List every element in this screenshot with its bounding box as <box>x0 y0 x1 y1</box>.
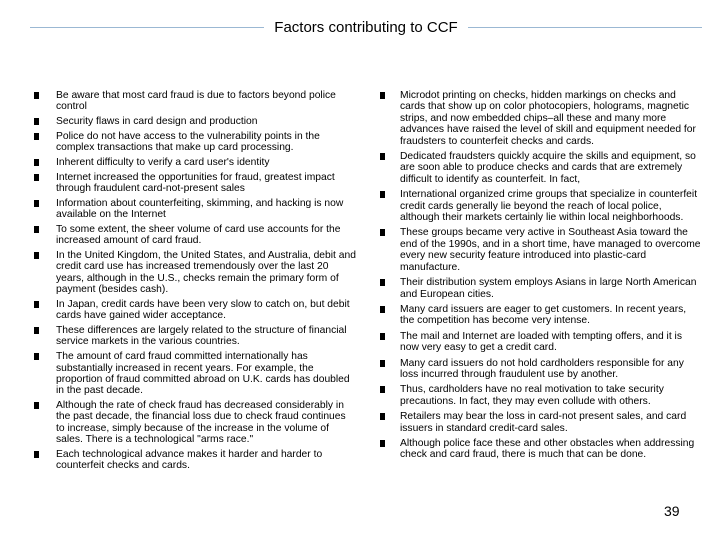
bullet-item <box>34 131 356 154</box>
square-bullet-icon <box>380 153 385 160</box>
bullet-item <box>34 198 356 221</box>
bullet-text: Their distribution system employs Asians in large North American and European cities. <box>400 277 697 300</box>
square-bullet-icon <box>380 333 385 340</box>
slide-title: Factors contributing to CCF <box>274 18 458 36</box>
square-bullet-icon <box>34 133 39 140</box>
bullet-item <box>34 299 356 322</box>
bullet-item <box>380 331 702 354</box>
bullet-text: Dedicated fraudsters quickly acquire the skills and equipment, so are soon able to produce checks and cards that are extremely difficult to identify as counterfeit. In fact, <box>400 151 696 185</box>
bullet-item <box>380 358 702 381</box>
square-bullet-icon <box>34 200 39 207</box>
bullet-text: In the United Kingdom, the United States, and Australia, debit and credit card use has increased tremendously over the last 20 years, although in the U.S., checks remain the primary form of payment (besides cash). <box>56 249 356 296</box>
bullet-item <box>34 90 356 113</box>
bullet-text: International organized crime groups that specialize in counterfeit credit cards generally lie beyond the reach of local police, although their markets certainly lie within local neighborhoods. <box>400 189 698 224</box>
bullet-text: Many card issuers are eager to get customers. In recent years, the competition has become very intense. <box>400 303 687 327</box>
title-rule-left <box>30 27 264 28</box>
square-bullet-icon <box>34 226 39 233</box>
bullet-item <box>380 411 702 434</box>
bullet-item <box>34 157 356 168</box>
bullet-text: The mail and Internet are loaded with tempting offers, and it is now very easy to get a credit card. <box>400 330 682 354</box>
square-bullet-icon <box>34 402 39 409</box>
bullet-text: These groups became very active in Southeast Asia toward the end of the 1990s, and in a short time, have managed to overcome every new security feature introduced into plastic-card manufacture. <box>400 227 701 273</box>
bullet-item <box>380 277 702 300</box>
bullet-text: Retailers may bear the loss in card-not present sales, and card issuers in standard credit-card sales. <box>400 411 687 434</box>
bullet-text: Internet increased the opportunities for fraud, greatest impact through fraudulent card-not-present sales <box>56 171 335 195</box>
bullet-text: Be aware that most card fraud is due to factors beyond police control <box>56 90 336 113</box>
bullet-item <box>380 90 702 147</box>
square-bullet-icon <box>380 279 385 286</box>
square-bullet-icon <box>34 159 39 166</box>
bullet-item <box>34 250 356 296</box>
square-bullet-icon <box>34 174 39 181</box>
bullet-text: Microdot printing on checks, hidden markings on checks and cards that show up on color photocopiers, holograms, magnetic strips, and now embedded chips–all these and many more advances have raised the level of skill and equipment needed for fraudsters to counterfeit checks and cards. <box>400 90 696 147</box>
bullet-text: Each technological advance makes it harder and harder to counterfeit checks and cards. <box>56 448 323 472</box>
bullet-item <box>34 116 356 127</box>
square-bullet-icon <box>380 191 385 198</box>
square-bullet-icon <box>34 301 39 308</box>
bullet-item <box>34 351 356 397</box>
square-bullet-icon <box>380 360 385 367</box>
square-bullet-icon <box>34 252 39 259</box>
bullet-text: Security flaws in card design and production <box>56 116 258 128</box>
square-bullet-icon <box>34 92 39 99</box>
bullet-text: Although police face these and other obstacles when addressing check and card fraud, there is much that can be done. <box>400 437 695 461</box>
bullet-text: These differences are largely related to the structure of financial service markets in the various countries. <box>56 324 347 348</box>
bullet-item <box>380 384 702 407</box>
bullet-text: In Japan, credit cards have been very slow to catch on, but debit cards have gained wider acceptance. <box>56 298 350 322</box>
bullet-text: Information about counterfeiting, skimming, and hacking is now available on the Internet <box>56 197 344 221</box>
right-bullet-list <box>380 90 702 465</box>
bullet-item <box>380 227 702 273</box>
bullet-item <box>34 325 356 348</box>
bullet-item <box>34 449 356 472</box>
page-number: 39 <box>664 503 680 519</box>
square-bullet-icon <box>34 327 39 334</box>
bullet-item <box>380 189 702 223</box>
bullet-text: Although the rate of check fraud has decreased considerably in the past decade, the financial loss due to check fraud continues to increase, simply because of the increase in the volume of sales. There is a technological "arms race." <box>56 400 346 446</box>
bullet-text: To some extent, the sheer volume of card use accounts for the increased amount of card fraud. <box>56 223 341 247</box>
bullet-item <box>34 224 356 247</box>
title-row <box>30 16 702 38</box>
title-rule-right <box>468 27 702 28</box>
square-bullet-icon <box>380 413 385 420</box>
square-bullet-icon <box>34 451 39 458</box>
bullet-item <box>380 304 702 327</box>
bullet-text: Thus, cardholders have no real motivation to take security precautions. In fact, they may even collude with others. <box>400 384 664 407</box>
left-bullet-list <box>34 90 356 475</box>
square-bullet-icon <box>34 118 39 125</box>
bullet-text: Many card issuers do not hold cardholders responsible for any loss incurred through fraudulent use by another. <box>400 357 684 380</box>
square-bullet-icon <box>380 92 385 99</box>
square-bullet-icon <box>380 440 385 447</box>
square-bullet-icon <box>380 229 385 236</box>
bullet-item <box>34 172 356 195</box>
square-bullet-icon <box>380 386 385 393</box>
square-bullet-icon <box>34 353 39 360</box>
square-bullet-icon <box>380 306 385 313</box>
bullet-text: Police do not have access to the vulnerability points in the complex transactions that make up card processing. <box>56 130 320 154</box>
bullet-item <box>380 438 702 461</box>
bullet-item <box>34 400 356 446</box>
bullet-text: The amount of card fraud committed internationally has substantially increased in recent years. For example, the proportion of fraud committed abroad on U.K. cards has doubled in the past decade. <box>56 351 350 397</box>
bullet-item <box>380 151 702 185</box>
bullet-text: Inherent difficulty to verify a card user's identity <box>56 156 270 168</box>
